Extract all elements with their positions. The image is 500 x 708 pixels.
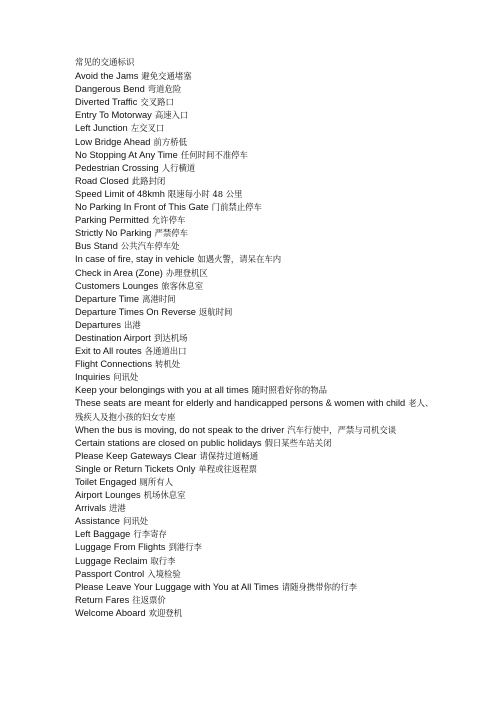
list-item [75, 70, 435, 83]
english-term: Assistance [75, 516, 120, 527]
chinese-term: 请保持过道畅通 [199, 450, 259, 461]
english-term: Entry To Motorway [75, 110, 152, 121]
list-item [75, 568, 435, 581]
list-item [75, 345, 435, 358]
chinese-term: 进港 [109, 503, 126, 514]
list-item [75, 581, 435, 594]
list-item [75, 188, 435, 201]
chinese-term: 前方桥低 [153, 136, 187, 147]
chinese-term: 出港 [124, 319, 141, 330]
list-item [75, 96, 435, 109]
list-item [75, 214, 435, 227]
english-term: Keep your belongings with you at all times [75, 385, 249, 396]
english-term: Road Closed [75, 175, 129, 186]
chinese-term: 请随身携带你的行李 [281, 581, 358, 592]
list-item [75, 149, 435, 162]
chinese-term: 办理登机区 [165, 267, 208, 278]
english-term: Please Keep Gateways Clear [75, 450, 197, 461]
english-term: Welcome Aboard [75, 607, 146, 618]
chinese-term: 公共汽车停车处 [120, 241, 180, 252]
english-term: These seats are meant for elderly and handicapped persons & women with child [75, 398, 406, 409]
english-term: Airport Lounges [75, 490, 141, 501]
chinese-term: 问讯处 [113, 372, 139, 383]
chinese-term: 入境检验 [147, 568, 181, 579]
chinese-term: 转机处 [155, 359, 181, 370]
english-term: Left Junction [75, 123, 128, 134]
english-term: When the bus is moving, do not speak to the driver [75, 424, 285, 435]
chinese-term: 行李寄存 [133, 529, 167, 540]
chinese-term: 交叉路口 [140, 97, 174, 108]
chinese-term: 任何时间不准停车 [180, 149, 248, 160]
english-term: Certain stations are closed on public holidays [75, 437, 262, 448]
list-item [75, 424, 435, 437]
list-item [75, 280, 435, 293]
english-term: Speed Limit of 48kmh [75, 188, 165, 199]
chinese-term: 到达机场 [153, 332, 188, 343]
english-term: Diverted Traffic [75, 97, 138, 108]
chinese-term: 厕所有人 [139, 477, 174, 487]
list-item [75, 332, 435, 345]
list-item [75, 227, 435, 240]
english-term: Toilet Engaged [75, 477, 137, 487]
list-item [75, 397, 437, 423]
english-term: Please Leave Your Luggage with You at All Times [75, 581, 279, 592]
list-item [75, 555, 435, 568]
chinese-term: 取行李 [150, 555, 176, 566]
list-item [75, 450, 435, 463]
chinese-term: 随时照看好你的物品 [251, 385, 328, 396]
chinese-term: 允许停车 [151, 215, 186, 226]
chinese-term: 欢迎登机 [148, 607, 183, 618]
english-term: No Stopping At Any Time [75, 149, 178, 160]
list-item [75, 267, 435, 280]
english-term: Luggage Reclaim [75, 555, 148, 566]
english-term: Exit to All routes [75, 346, 142, 357]
list-item [75, 594, 435, 607]
chinese-term: 此路封闭 [131, 175, 166, 186]
english-term: Passport Control [75, 568, 145, 579]
english-term: Dangerous Bend [75, 84, 145, 95]
document-page [75, 57, 435, 620]
list-item [75, 607, 435, 620]
chinese-term: 机场休息室 [143, 490, 186, 501]
english-term: Destination Airport [75, 332, 151, 343]
chinese-term: 往返票价 [132, 594, 166, 605]
chinese-term: 各通道出口 [144, 346, 187, 357]
document-heading: 常见的交通标识 [75, 58, 135, 68]
list-item [75, 122, 435, 135]
english-term: Return Fares [75, 594, 130, 605]
english-term: Low Bridge Ahead [75, 136, 151, 147]
english-term: Bus Stand [75, 241, 118, 252]
chinese-term: 离港时间 [142, 293, 176, 304]
english-term: Departure Time [75, 293, 140, 304]
chinese-term: 弯道危险 [147, 84, 182, 95]
english-term: Parking Permitted [75, 215, 149, 226]
list-item [75, 541, 435, 554]
english-term: Inquiries [75, 372, 111, 383]
chinese-term: 左交叉口 [130, 123, 165, 134]
list-item [75, 136, 435, 149]
list-item [75, 463, 435, 476]
english-term: Departure Times On Reverse [75, 306, 196, 317]
list-item [75, 293, 435, 306]
list-item [75, 83, 435, 96]
chinese-term: 旅客休息室 [161, 280, 204, 291]
chinese-term: 到港行李 [168, 542, 202, 553]
chinese-term: 门前禁止停车 [211, 202, 262, 213]
english-term: Pedestrian Crossing [75, 162, 159, 173]
list-item [75, 476, 435, 489]
chinese-term: 汽车行使中，严禁与司机交谈 [287, 424, 397, 435]
list-item [75, 175, 435, 188]
chinese-term: 返航时间 [198, 306, 233, 317]
list-item [75, 240, 435, 253]
english-term: No Parking In Front of This Gate [75, 202, 209, 213]
chinese-term: 严禁停车 [154, 228, 188, 239]
chinese-term: 单程或往返程票 [198, 463, 258, 474]
list-item [75, 528, 435, 541]
list-item [75, 109, 435, 122]
chinese-term: 如遇火警，请呆在车内 [197, 254, 282, 265]
chinese-term: 假日某些车站关闭 [264, 437, 332, 448]
chinese-term: 老人、残疾人及抱小孩的妇女专座 [75, 398, 434, 422]
english-term: In case of fire, stay in vehicle [75, 254, 195, 265]
english-term: Arrivals [75, 503, 106, 514]
english-term: Left Baggage [75, 529, 131, 540]
list-item [75, 162, 435, 175]
list-item [75, 201, 435, 214]
list-item [75, 319, 435, 332]
english-term: Flight Connections [75, 359, 152, 370]
list-item [75, 489, 435, 502]
chinese-term: 限速每小时 48 公里 [167, 188, 243, 199]
list-item [75, 306, 435, 319]
list-item [75, 253, 435, 266]
list-item [75, 371, 435, 384]
chinese-term: 避免交通堵塞 [141, 71, 192, 82]
list-item [75, 515, 435, 528]
list-item [75, 384, 435, 397]
chinese-term: 人行横道 [161, 162, 196, 173]
list-item [75, 502, 435, 515]
chinese-term: 高速入口 [154, 110, 189, 121]
english-term: Departures [75, 319, 121, 330]
list-item [75, 437, 435, 450]
list-item [75, 358, 435, 371]
english-term: Single or Return Tickets Only [75, 463, 196, 474]
english-term: Avoid the Jams [75, 71, 139, 82]
english-term: Luggage From Flights [75, 542, 166, 553]
chinese-term: 问讯处 [122, 516, 149, 527]
english-term: Check in Area (Zone) [75, 267, 163, 278]
sign-list [75, 70, 435, 620]
english-term: Customers Lounges [75, 280, 159, 291]
english-term: Strictly No Parking [75, 228, 152, 239]
